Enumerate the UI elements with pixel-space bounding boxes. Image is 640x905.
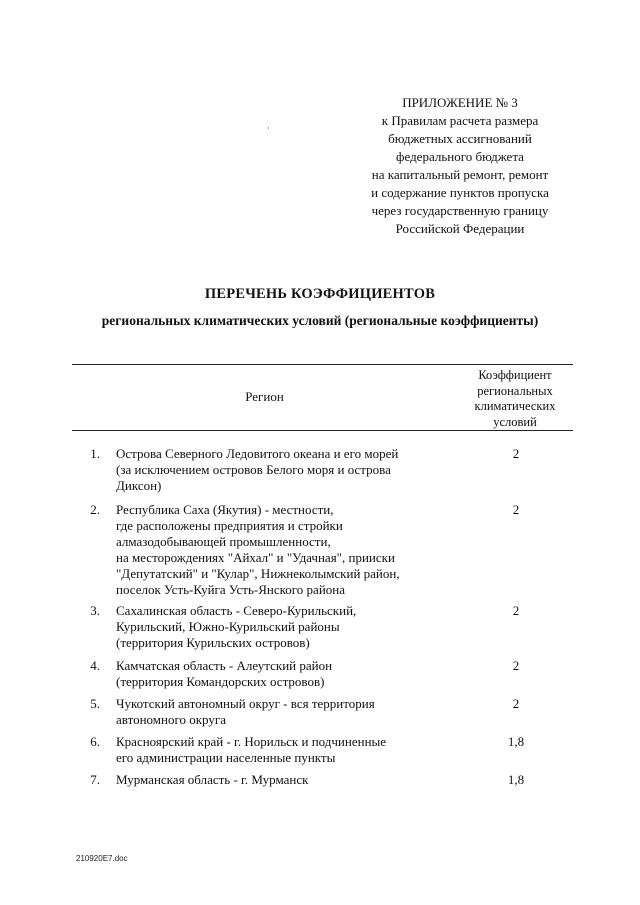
appendix-line: и содержание пунктов пропуска [371, 185, 549, 200]
appendix-line: федерального бюджета [396, 149, 524, 164]
row-region [116, 734, 446, 766]
region-line: Диксон) [116, 478, 162, 493]
document-title: ПЕРЕЧЕНЬ КОЭФФИЦИЕНТОВ [204, 286, 436, 302]
appendix-line: на капитальный ремонт, ремонт [371, 167, 549, 182]
row-region [116, 658, 446, 690]
region-line: "Депутатский" и "Кулар", Нижнеколымский район, [116, 566, 400, 581]
region-line: Чукотский автономный округ - вся территория [116, 696, 375, 711]
appendix-line: бюджетных ассигнований [388, 131, 532, 146]
appendix-line: ПРИЛОЖЕНИЕ № 3 [402, 95, 518, 110]
region-line: автономного округа [116, 712, 226, 727]
document-subtitle: региональных климатических условий (региональные коэффициенты) [101, 313, 539, 328]
region-line: Красноярский край - г. Норильск и подчиненные [116, 734, 387, 749]
region-line: алмазодобывающей промышленности, [116, 534, 331, 549]
header-region: Регион [245, 389, 284, 404]
row-region [116, 502, 446, 598]
row-region [116, 446, 446, 494]
row-coefficient: 1,8 [507, 734, 525, 749]
table-top-rule [72, 364, 573, 365]
row-number: 4. [90, 658, 100, 673]
region-line: Острова Северного Ледовитого океана и его морей [116, 446, 399, 461]
region-line: поселок Усть-Куйга Усть-Янского района [116, 582, 346, 597]
region-line: Сахалинская область - Северо-Курильский, [116, 603, 357, 618]
region-line: (территория Командорских островов) [116, 674, 325, 689]
appendix-line: через государственную границу [371, 203, 549, 218]
region-line: Республика Саха (Якутия) - местности, [116, 502, 334, 517]
row-region [116, 696, 446, 728]
appendix-line: Российской Федерации [395, 221, 525, 236]
row-coefficient: 1,8 [507, 772, 525, 787]
header-coefficient-line: климатических [474, 399, 556, 413]
row-number: 3. [90, 603, 100, 618]
row-region [116, 603, 446, 651]
row-coefficient: 2 [512, 502, 520, 517]
region-line: на месторождениях "Айхал" и "Удачная", прииски [116, 550, 395, 565]
row-coefficient: 2 [512, 603, 520, 618]
region-line: Камчатская область - Алеутский район [116, 658, 333, 673]
row-coefficient: 2 [512, 446, 520, 461]
row-number: 6. [90, 734, 100, 749]
footer-filename: 210920E7.doc [76, 854, 128, 863]
scan-speck [268, 127, 269, 129]
appendix-line: к Правилам расчета размера [381, 113, 539, 128]
table-header-rule [72, 430, 573, 431]
appendix-header [330, 94, 590, 238]
row-coefficient: 2 [512, 658, 520, 673]
region-line: его администрации населенные пункты [116, 750, 336, 765]
region-line: (за исключением островов Белого моря и острова [116, 462, 391, 477]
row-region [116, 772, 446, 788]
region-line: Мурманская область - г. Мурманск [116, 772, 309, 787]
row-number: 7. [90, 772, 100, 787]
region-line: Курильский, Южно-Курильский районы [116, 619, 340, 634]
row-number: 5. [90, 696, 100, 711]
region-line: (территория Курильских островов) [116, 635, 310, 650]
region-line: где расположены предприятия и стройки [116, 518, 343, 533]
row-number: 2. [90, 502, 100, 517]
header-coefficient-line: региональных [477, 383, 553, 398]
header-coefficient [457, 368, 573, 430]
row-number: 1. [90, 446, 100, 461]
header-coefficient-line: Коэффициент [478, 368, 552, 382]
header-coefficient-line: условий [493, 414, 537, 429]
row-coefficient: 2 [512, 696, 520, 711]
